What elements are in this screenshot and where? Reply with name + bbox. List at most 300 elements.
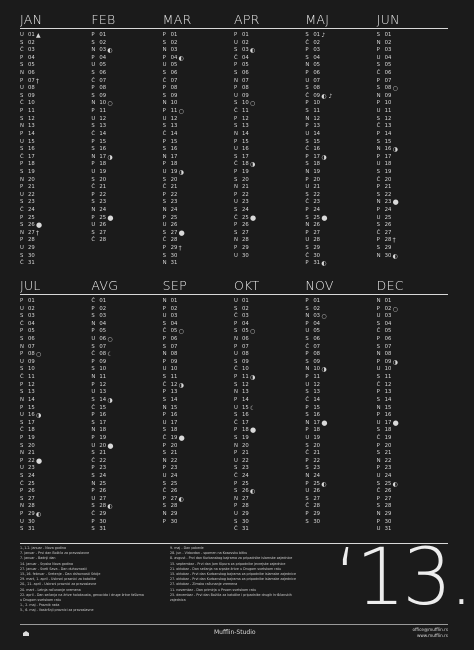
day-row [377, 70, 448, 78]
day-number: 01 [170, 32, 178, 38]
day-number: 09 [384, 358, 392, 365]
day-number: 17 [170, 419, 178, 426]
month-name: SEP [162, 278, 187, 293]
day-row [91, 397, 162, 405]
day-row [91, 526, 162, 534]
day-number: 03 [384, 47, 392, 54]
day-number: 02 [384, 39, 392, 46]
day-number: 02 [99, 39, 107, 46]
weekday-letter: S [162, 503, 167, 510]
weekday-letter: P [162, 518, 166, 525]
weekday-letter: S [233, 434, 238, 441]
day-row [20, 177, 91, 185]
weekday-letter: S [162, 252, 167, 259]
day-row [305, 253, 376, 261]
day-row [20, 131, 91, 139]
weekday-letter: P [91, 412, 95, 419]
day-number: 07 [241, 343, 249, 350]
holiday-note: 15. oktobar - Prvi dan Kurbanskog bajrama za pripadnike islamske zajednice [170, 572, 296, 577]
weekday-letter: N [162, 260, 167, 267]
day-number: 05 [28, 62, 35, 69]
day-number: 07 [384, 343, 392, 350]
day-number: 06 [384, 70, 392, 77]
day-row [163, 336, 234, 344]
day-number: 01 [313, 298, 321, 304]
weekday-letter: S [233, 207, 238, 214]
weekday-letter: P [20, 351, 24, 358]
day-number: 14 [28, 396, 35, 403]
weekday-letter: S [376, 396, 381, 403]
day-row [163, 481, 234, 489]
weekday-letter: P [233, 450, 238, 457]
day-number: 19 [313, 168, 321, 175]
day-number: 29 [313, 511, 321, 518]
day-number: 26 [313, 488, 321, 495]
weekday-letter: S [162, 123, 167, 130]
day-row [20, 32, 91, 40]
weekday-letter: S [91, 366, 95, 373]
day-number: 16 [28, 146, 35, 153]
weekday-letter: N [376, 252, 381, 259]
moon-phase-icon: ◑ [249, 161, 256, 169]
weekday-letter: Č [376, 70, 381, 77]
weekday-letter: U [305, 381, 310, 388]
day-row [234, 55, 305, 63]
day-row [377, 245, 448, 253]
weekday-letter: S [20, 168, 24, 175]
notes-left-column [20, 546, 160, 614]
holiday-icon: ▲ [36, 32, 41, 39]
day-row [20, 237, 91, 245]
day-row [20, 336, 91, 344]
day-number: 02 [28, 39, 35, 46]
day-number: 13 [28, 389, 35, 396]
day-number: 22 [313, 457, 321, 464]
day-row [20, 526, 91, 534]
weekday-letter: P [233, 480, 238, 487]
day-row [305, 55, 376, 63]
day-number: 19 [170, 434, 178, 441]
day-number: 14 [313, 130, 321, 137]
day-row [305, 161, 376, 169]
month-column [234, 298, 305, 534]
weekday-letter: U [376, 108, 381, 115]
day-number: 19 [170, 168, 178, 175]
weekday-letter: P [91, 488, 95, 495]
day-number: 25 [313, 214, 321, 221]
day-row [20, 169, 91, 177]
day-row [163, 207, 234, 215]
weekday-letter: U [233, 199, 238, 206]
weekday-letter: N [20, 229, 24, 236]
day-row [234, 78, 305, 86]
day-number: 12 [170, 381, 178, 388]
day-number: 09 [241, 358, 249, 365]
day-number: 26 [99, 222, 107, 229]
day-row [234, 40, 305, 48]
weekday-letter: S [91, 313, 95, 320]
day-row [20, 298, 91, 306]
weekday-letter: U [376, 161, 381, 168]
weekday-letter: Č [20, 427, 24, 434]
day-row [20, 450, 91, 458]
contact-website[interactable]: www.mufflin.rs [416, 632, 448, 638]
weekday-letter: U [162, 419, 167, 426]
day-number: 27 [241, 495, 249, 502]
weekday-letter: P [162, 305, 166, 312]
day-number: 30 [313, 518, 321, 525]
day-number: 18 [384, 161, 392, 168]
day-row [20, 108, 91, 116]
day-number: 31 [28, 526, 35, 533]
day-number: 06 [241, 70, 249, 77]
day-row [91, 32, 162, 40]
day-number: 04 [170, 320, 178, 327]
weekday-letter: Č [91, 511, 96, 518]
day-row [163, 154, 234, 162]
day-row [163, 465, 234, 473]
weekday-letter: S [20, 442, 24, 449]
day-row [91, 85, 162, 93]
day-number: 23 [313, 199, 321, 206]
weekday-letter: N [162, 207, 167, 214]
day-row [234, 427, 305, 435]
day-number: 21 [384, 184, 392, 191]
moon-phase-icon: ○ [249, 100, 256, 108]
day-number: 08 [99, 351, 107, 358]
day-number: 14 [170, 396, 178, 403]
weekday-letter: S [20, 419, 24, 426]
weekday-letter: U [162, 115, 167, 122]
day-row [20, 405, 91, 413]
weekday-letter: Č [305, 450, 310, 457]
day-number: 02 [241, 39, 249, 46]
month-name: JAN [20, 12, 43, 27]
day-number: 08 [170, 85, 178, 92]
weekday-letter: U [20, 412, 24, 419]
weekday-letter: U [376, 366, 381, 373]
weekday-letter: P [305, 47, 309, 54]
day-row [20, 511, 91, 519]
month-columns-top [20, 32, 448, 268]
day-row [20, 192, 91, 200]
day-row [20, 496, 91, 504]
day-row [20, 199, 91, 207]
day-row [234, 313, 305, 321]
weekday-letter: Č [233, 313, 238, 320]
weekday-letter: Č [305, 396, 310, 403]
day-row [377, 100, 448, 108]
day-row [377, 199, 448, 207]
day-row [20, 427, 91, 435]
day-number: 05 [241, 62, 249, 69]
day-row [305, 306, 376, 314]
day-row [305, 123, 376, 131]
moon-phase-icon: ◐ ♪ [321, 92, 333, 100]
weekday-letter: S [376, 191, 381, 198]
day-row [234, 496, 305, 504]
weekday-letter: P [162, 358, 166, 365]
weekday-letter: S [305, 465, 309, 472]
weekday-letter: S [305, 214, 309, 221]
day-row [163, 169, 234, 177]
day-row [377, 306, 448, 314]
weekday-letter: P [233, 427, 238, 434]
day-row [20, 139, 91, 147]
day-row [91, 405, 162, 413]
day-row [305, 215, 376, 223]
day-row [163, 412, 234, 420]
day-number: 27 [170, 495, 178, 502]
weekday-letter: P [162, 245, 166, 252]
moon-phase-icon: ● [392, 198, 399, 207]
day-row [305, 321, 376, 329]
weekday-letter: P [233, 320, 238, 327]
moon-phase-icon: ● [249, 213, 257, 222]
day-number: 28 [28, 237, 35, 244]
moon-phase-icon: ○ [107, 100, 113, 108]
day-row [305, 496, 376, 504]
moon-phase-icon: ● [321, 418, 328, 427]
weekday-letter: Č [20, 47, 24, 54]
day-number: 25 [99, 214, 107, 221]
day-row [163, 488, 234, 496]
weekday-letter: P [162, 32, 166, 38]
month-column [377, 298, 448, 534]
day-number: 21 [313, 450, 321, 457]
day-row [91, 215, 162, 223]
day-number: 10 [99, 366, 107, 373]
day-row [163, 32, 234, 40]
day-row [163, 215, 234, 223]
contact-email[interactable]: office@mufflin.rs [412, 627, 448, 632]
day-number: 09 [170, 358, 178, 365]
day-row [91, 169, 162, 177]
day-number: 21 [384, 450, 392, 457]
day-number: 24 [28, 207, 35, 214]
day-row [234, 321, 305, 329]
day-number: 27 [99, 229, 107, 236]
day-number: 02 [28, 305, 35, 312]
weekday-letter: P [162, 54, 166, 61]
day-row [163, 511, 234, 519]
weekday-letter: S [162, 199, 167, 206]
weekday-letter: S [20, 199, 24, 206]
day-row [305, 260, 376, 268]
day-number: 30 [241, 252, 249, 259]
day-number: 21 [241, 450, 249, 457]
holiday-icon: † [36, 77, 39, 85]
day-row [305, 47, 376, 55]
weekday-letter: Č [20, 260, 24, 267]
weekday-letter: S [20, 252, 24, 259]
day-row [163, 374, 234, 382]
notes-right-column [170, 546, 310, 603]
weekday-letter: S [305, 442, 309, 449]
moon-phase-icon: ● [249, 426, 257, 435]
day-number: 08 [99, 85, 107, 92]
moon-phase-icon: ◑ [321, 366, 327, 374]
day-row [20, 78, 91, 86]
weekday-letter: P [20, 457, 24, 464]
day-number: 14 [28, 130, 35, 137]
weekday-letter: P [91, 138, 95, 145]
day-row [377, 328, 448, 336]
weekday-letter: N [91, 100, 96, 107]
day-row [91, 519, 162, 527]
day-row [91, 351, 162, 359]
day-number: 16 [28, 412, 35, 419]
day-number: 15 [170, 404, 178, 411]
weekday-letter: N [305, 419, 310, 426]
day-row [377, 336, 448, 344]
day-row [234, 70, 305, 78]
day-number: 17 [241, 153, 249, 160]
day-row [163, 306, 234, 314]
weekday-letter: S [376, 138, 381, 145]
weekday-letter: N [91, 320, 96, 327]
weekday-letter: Č [91, 404, 96, 411]
moon-phase-icon: ○ [392, 305, 398, 313]
day-number: 08 [170, 351, 178, 358]
weekday-letter: S [376, 32, 381, 38]
day-number: 07 [170, 343, 178, 350]
day-row [234, 519, 305, 527]
weekday-letter: S [20, 115, 24, 122]
day-row [305, 389, 376, 397]
weekday-letter: U [233, 457, 238, 464]
weekday-letter: N [376, 199, 381, 206]
moon-phase-icon: ○ [249, 328, 256, 336]
weekday-letter: Č [20, 320, 24, 327]
day-number: 30 [384, 518, 392, 525]
weekday-letter: P [376, 495, 380, 502]
day-number: 17 [241, 419, 249, 426]
holiday-note: 7. januar - Badnji dan [20, 556, 56, 561]
weekday-letter: P [20, 328, 24, 335]
day-number: 18 [170, 427, 178, 434]
weekday-letter: Č [20, 100, 24, 107]
weekday-letter: P [305, 153, 309, 160]
day-row [305, 192, 376, 200]
weekday-letter: S [233, 176, 238, 183]
day-row [305, 32, 376, 40]
day-number: 19 [99, 434, 107, 441]
day-row [305, 450, 376, 458]
day-row [234, 32, 305, 40]
holiday-note: 20. mart - Letnja računanje vremena [20, 587, 81, 592]
day-row [91, 496, 162, 504]
weekday-letter: P [305, 320, 309, 327]
holiday-note: 27. oktobar - Zimsko računanje vremena [170, 582, 238, 587]
weekday-letter: Č [20, 207, 24, 214]
weekday-letter: U [162, 62, 167, 69]
weekday-letter: S [233, 123, 238, 130]
day-number: 16 [241, 412, 249, 419]
day-row [91, 192, 162, 200]
moon-phase-icon: ○ [178, 328, 184, 336]
weekday-letter: S [162, 374, 167, 381]
weekday-letter: P [162, 412, 166, 419]
weekday-letter: S [233, 358, 238, 365]
day-number: 26 [170, 488, 178, 495]
weekday-letter: P [162, 138, 166, 145]
weekday-letter: S [91, 176, 95, 183]
holiday-icon: † [392, 237, 396, 245]
holiday-note: 7. januar - Prvi dan Božića za pravoslavne [20, 551, 90, 556]
day-number: 20 [28, 176, 35, 183]
day-number: 08 [384, 85, 392, 92]
day-number: 25 [28, 480, 35, 487]
day-row [377, 161, 448, 169]
weekday-letter: S [20, 473, 24, 480]
day-row [234, 85, 305, 93]
day-number: 20 [313, 442, 321, 449]
day-row [234, 169, 305, 177]
day-number: 12 [28, 115, 35, 122]
day-row [20, 146, 91, 154]
day-row [20, 116, 91, 124]
day-number: 30 [384, 252, 392, 259]
day-number: 08 [28, 85, 35, 92]
day-number: 15 [170, 138, 178, 145]
weekday-letter: P [233, 222, 238, 229]
day-number: 07 [384, 77, 392, 84]
moon-phase-icon: ● [392, 418, 399, 427]
weekday-letter: S [20, 336, 24, 343]
day-number: 12 [313, 381, 321, 388]
weekday-letter: N [233, 442, 238, 449]
weekday-letter: P [162, 108, 166, 115]
day-row [377, 184, 448, 192]
day-row [20, 215, 91, 223]
day-row [305, 40, 376, 48]
day-number: 23 [241, 465, 249, 472]
moon-phase-icon: ◐ [36, 511, 42, 519]
day-number: 02 [313, 39, 321, 46]
day-number: 29 [28, 511, 35, 518]
day-row [163, 100, 234, 108]
day-number: 15 [241, 404, 249, 411]
moon-phase-icon: ○ [36, 351, 42, 359]
day-number: 08 [241, 351, 249, 358]
day-number: 02 [241, 305, 249, 312]
day-number: 30 [313, 252, 321, 259]
month-column [20, 32, 91, 268]
day-number: 02 [170, 305, 178, 312]
day-number: 04 [241, 54, 249, 61]
day-number: 10 [241, 100, 249, 107]
holiday-note: 15.,16. februar - Sretenje - Dan državnosti Srbije [20, 572, 101, 577]
day-number: 18 [384, 427, 392, 434]
day-row [377, 496, 448, 504]
day-number: 02 [170, 39, 178, 46]
holiday-note: 5., 6. maj - Vaskršnji praznici za pravoslavne [20, 608, 94, 613]
day-number: 29 [99, 511, 107, 518]
day-number: 02 [384, 305, 392, 312]
day-number: 22 [28, 191, 35, 198]
weekday-letter: P [162, 495, 166, 502]
month-name: APR [233, 12, 260, 27]
weekday-letter: N [20, 503, 24, 510]
weekday-letter: U [233, 351, 238, 358]
weekday-letter: Č [91, 184, 96, 191]
weekday-letter: Č [305, 252, 310, 259]
day-row [20, 443, 91, 451]
day-row [234, 139, 305, 147]
weekday-letter: U [233, 404, 238, 411]
weekday-letter: Č [162, 328, 167, 335]
